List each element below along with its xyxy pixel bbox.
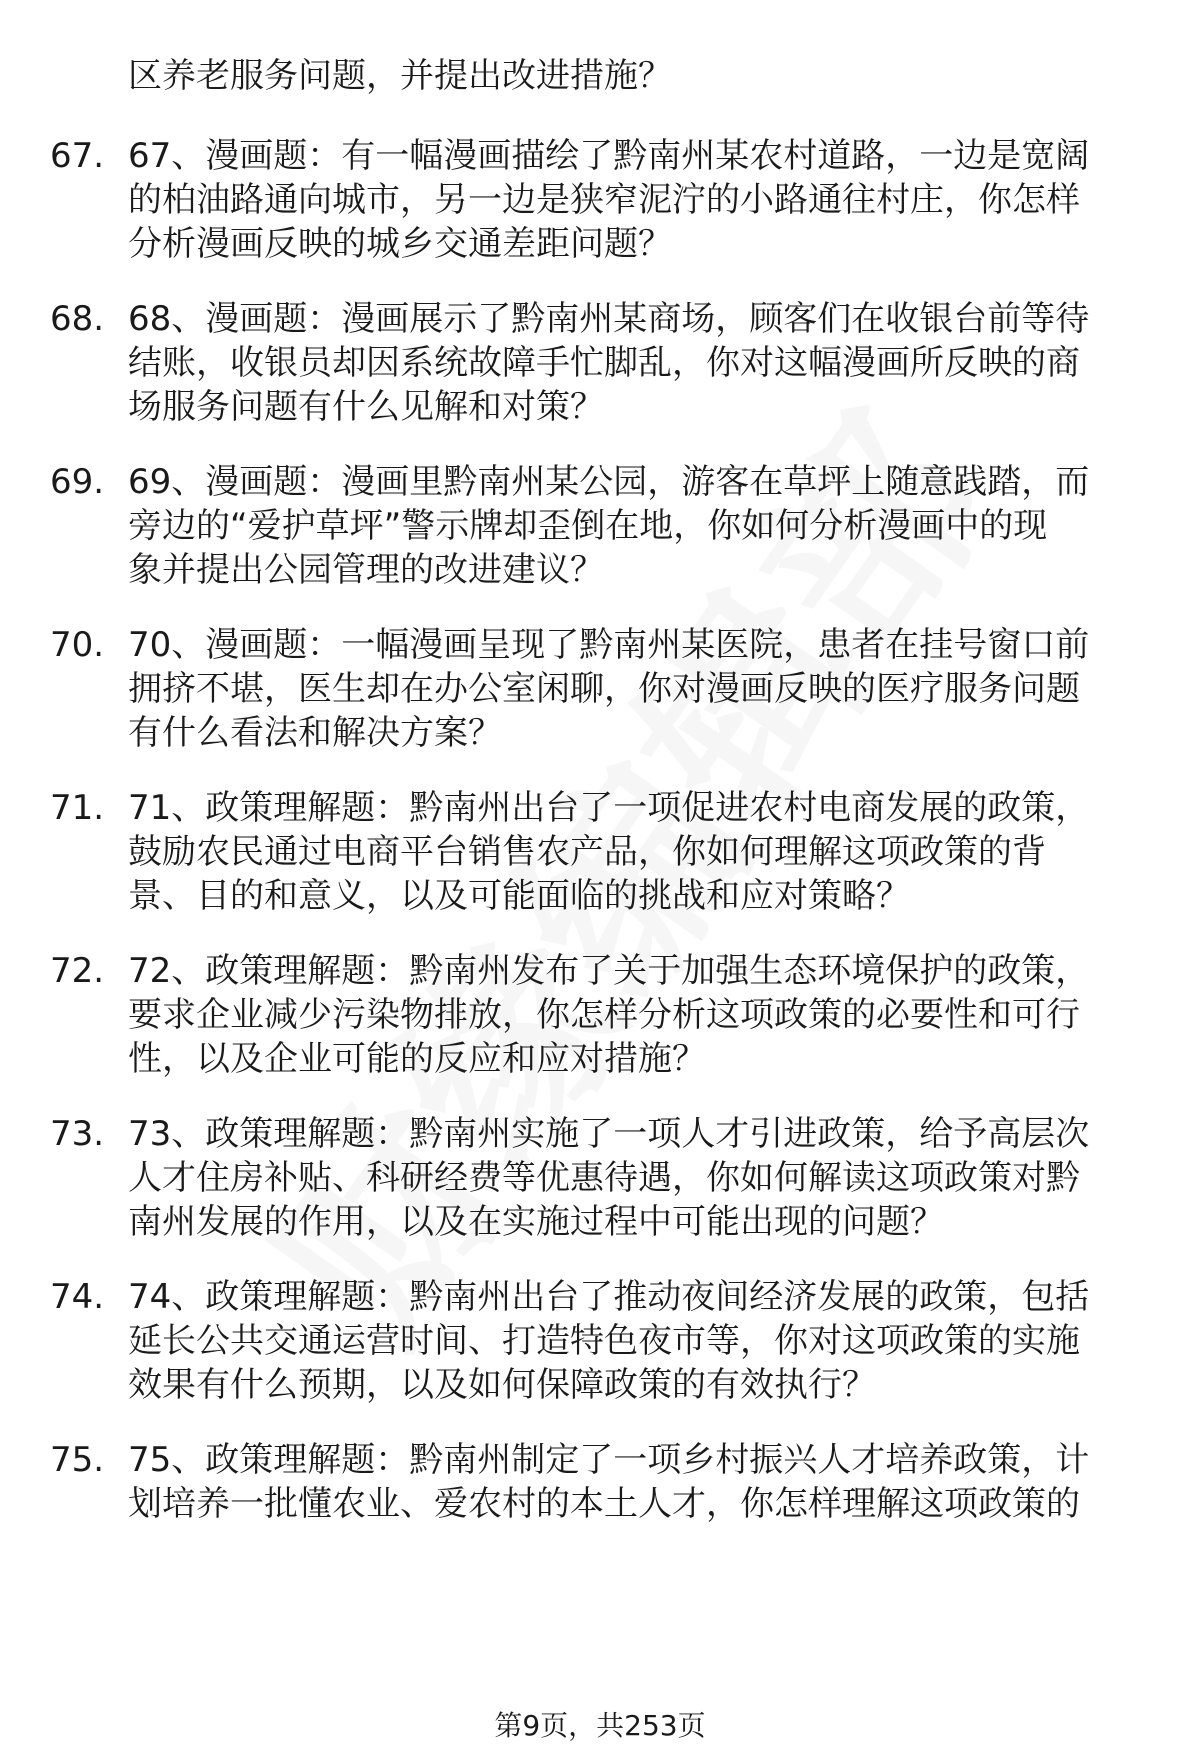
question-line: 场服务问题有什么见解和对策？	[128, 387, 604, 427]
question-number: 71.	[50, 788, 105, 828]
question-line: 73、政策理解题：黔南州实施了一项人才引进政策，给予高层次	[128, 1114, 1090, 1154]
question-number: 73.	[50, 1114, 105, 1154]
question-line: 分析漫画反映的城乡交通差距问题？	[128, 224, 672, 264]
question-line: 69、漫画题：漫画里黔南州某公园，游客在草坪上随意践踏，而	[128, 462, 1090, 502]
question-line: 72、政策理解题：黔南州发布了关于加强生态环境保护的政策，	[128, 951, 1090, 991]
question-line: 人才住房补贴、科研经费等优惠待遇，你如何解读这项政策对黔	[128, 1158, 1080, 1198]
question-number: 72.	[50, 951, 105, 991]
question-line: 鼓励农民通过电商平台销售农产品，你如何理解这项政策的背	[128, 832, 1046, 872]
question-line: 的柏油路通向城市，另一边是狭窄泥泞的小路通往村庄，你怎样	[128, 180, 1080, 220]
question-line: 延长公共交通运营时间、打造特色夜市等，你对这项政策的实施	[128, 1321, 1080, 1361]
question-number: 68.	[50, 299, 105, 339]
page-footer: 第9页，共253页	[494, 1709, 706, 1742]
question-number: 69.	[50, 462, 105, 502]
question-number: 70.	[50, 625, 105, 665]
question-line: 67、漫画题：有一幅漫画描绘了黔南州某农村道路，一边是宽阔	[128, 136, 1090, 176]
question-line: 象并提出公园管理的改进建议？	[128, 550, 604, 590]
question-line: 性，以及企业可能的反应和应对措施？	[128, 1039, 706, 1079]
question-line: 70、漫画题：一幅漫画呈现了黔南州某医院，患者在挂号窗口前	[128, 625, 1090, 665]
question-line: 75、政策理解题：黔南州制定了一项乡村振兴人才培养政策，计	[128, 1440, 1090, 1480]
question-line: 结账，收银员却因系统故障手忙脚乱，你对这幅漫画所反映的商	[128, 343, 1080, 383]
question-line: 景、目的和意义，以及可能面临的挑战和应对策略？	[128, 876, 910, 916]
intro-line: 区养老服务问题，并提出改进措施？	[128, 56, 672, 96]
question-number: 75.	[50, 1440, 105, 1480]
question-line: 71、政策理解题：黔南州出台了一项促进农村电商发展的政策，	[128, 788, 1090, 828]
question-line: 拥挤不堪，医生却在办公室闲聊，你对漫画反映的医疗服务问题	[128, 669, 1080, 709]
question-line: 要求企业减少污染物排放，你怎样分析这项政策的必要性和可行	[128, 995, 1080, 1035]
question-line: 68、漫画题：漫画展示了黔南州某商场，顾客们在收银台前等待	[128, 299, 1090, 339]
question-line: 旁边的“爱护草坪”警示牌却歪倒在地，你如何分析漫画中的现	[128, 506, 1048, 546]
question-line: 74、政策理解题：黔南州出台了推动夜间经济发展的政策，包括	[128, 1277, 1090, 1317]
question-line: 效果有什么预期，以及如何保障政策的有效执行？	[128, 1365, 876, 1405]
question-number: 74.	[50, 1277, 105, 1317]
question-line: 有什么看法和解决方案？	[128, 713, 502, 753]
question-line: 划培养一批懂农业、爱农村的本土人才，你怎样理解这项政策的	[128, 1484, 1080, 1524]
question-line: 南州发展的作用，以及在实施过程中可能出现的问题？	[128, 1202, 944, 1242]
question-number: 67.	[50, 136, 105, 176]
